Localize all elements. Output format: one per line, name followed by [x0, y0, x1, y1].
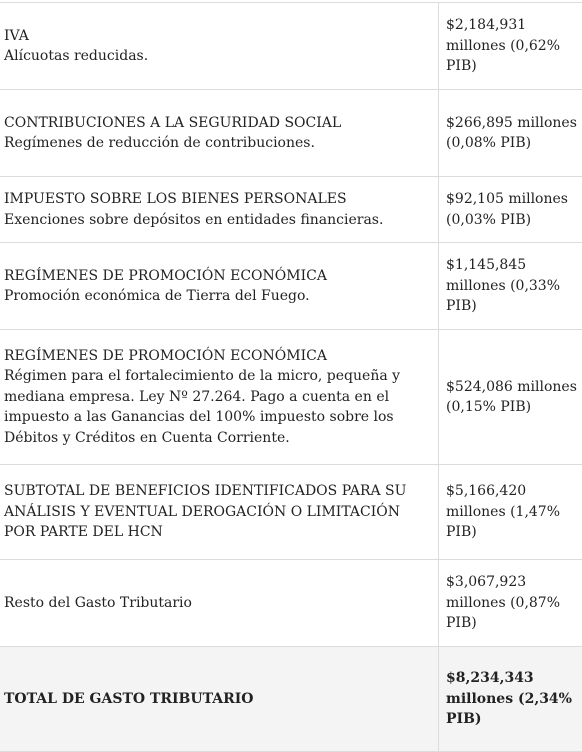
table-row [0, 560, 582, 647]
concept-title: IVA [4, 27, 29, 44]
total-label: TOTAL DE GASTO TRIBUTARIO [4, 690, 254, 707]
concept-cell [0, 90, 439, 176]
table-row [0, 243, 582, 330]
amount-cell [439, 330, 582, 464]
concept-cell [0, 177, 439, 242]
concept-title: IMPUESTO SOBRE LOS BIENES PERSONALES [4, 191, 347, 207]
amount-value: $1,145,845 millones (0,33% PIB) [446, 257, 561, 315]
concept-detail: Promoción económica de Tierra del Fuego. [4, 288, 310, 304]
concept-cell [0, 560, 439, 646]
concept-detail: Regímenes de reducción de contribuciones. [4, 135, 315, 151]
concept-title: CONTRIBUCIONES A LA SEGURIDAD SOCIAL [4, 114, 342, 131]
amount-value: $5,166,420 millones (1,47% PIB) [446, 483, 561, 541]
amount-value: $3,067,923 millones (0,87% PIB) [446, 574, 561, 632]
concept-title: REGÍMENES DE PROMOCIÓN ECONÓMICA [4, 347, 327, 364]
table-row [0, 3, 582, 90]
concept-title: REGÍMENES DE PROMOCIÓN ECONÓMICA [4, 267, 327, 284]
amount-cell [439, 90, 582, 176]
amount-value: $524,086 millones (0,15% PIB) [446, 378, 577, 415]
amount-value: $2,184,931 millones (0,62% PIB) [446, 17, 561, 75]
concept-cell [0, 3, 439, 89]
subtotal-label: SUBTOTAL DE BENEFICIOS IDENTIFICADOS PARA SU ANÁLISIS Y EVENTUAL DEROGACIÓN O LIMITACIÓN POR PARTE DEL HCN [4, 483, 407, 541]
amount-cell [439, 177, 582, 242]
amount-value: $92,105 millones (0,03% PIB) [446, 191, 568, 228]
tax-expenditure-table [0, 2, 582, 752]
amount-cell [439, 647, 582, 751]
concept-detail: Régimen para el fortalecimiento de la micro, pequeña y mediana empresa. Ley Nº 27.264. Pago a cuenta en el impuesto a las Ganancias del 100% impuesto sobre los Débitos y Créditos en Cuenta Corriente. [4, 368, 401, 446]
concept-cell [0, 465, 439, 559]
concept-title: Resto del Gasto Tributario [4, 594, 192, 611]
amount-cell [439, 560, 582, 646]
amount-cell [439, 3, 582, 89]
table-row [0, 90, 582, 177]
total-amount: $8,234,343 millones (2,34% PIB) [446, 670, 572, 728]
table-row [0, 330, 582, 465]
subtotal-row [0, 465, 582, 560]
amount-cell [439, 243, 582, 329]
total-row [0, 647, 582, 752]
concept-detail: Alícuotas reducidas. [4, 48, 149, 64]
table-row [0, 177, 582, 243]
concept-detail: Exenciones sobre depósitos en entidades financieras. [4, 211, 384, 228]
amount-value: $266,895 millones (0,08% PIB) [446, 114, 577, 151]
concept-cell [0, 647, 439, 751]
concept-cell [0, 243, 439, 329]
concept-cell [0, 330, 439, 464]
amount-cell [439, 465, 582, 559]
